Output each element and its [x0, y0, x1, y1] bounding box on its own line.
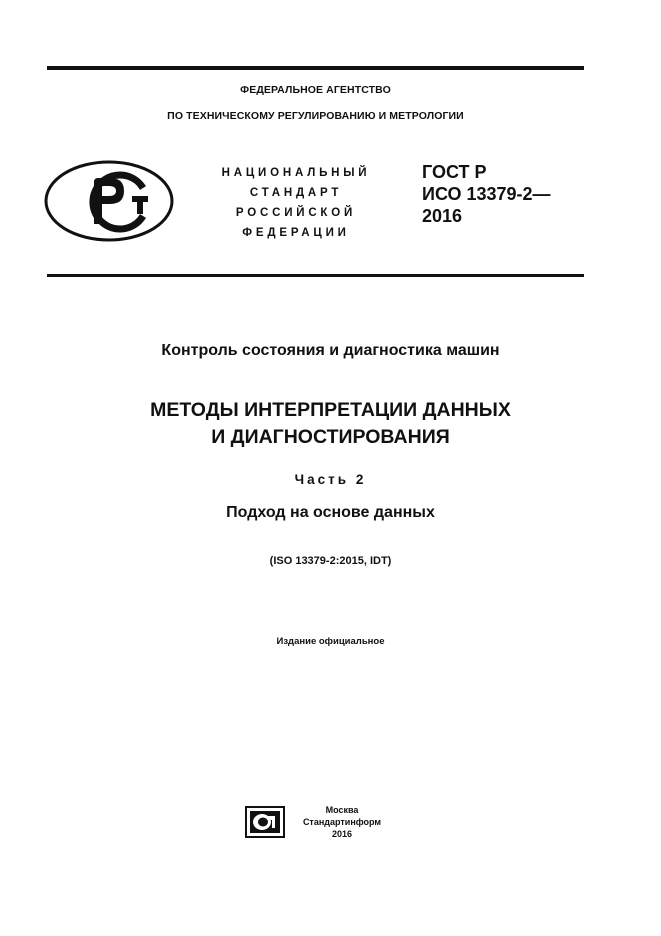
title-line-2: И ДИАГНОСТИРОВАНИЯ: [211, 426, 450, 448]
standard-designation: [422, 161, 551, 227]
designation-line-1: ГОСТ Р: [422, 162, 487, 182]
national-standard-line-4: ФЕДЕРАЦИИ: [242, 227, 350, 239]
publisher-name: Стандартинформ: [302, 817, 382, 827]
agency-line-1: ФЕДЕРАЛЬНОЕ АГЕНТСТВО: [240, 84, 391, 96]
logo-text: РСТ: [44, 160, 46, 161]
designation-line-3: 2016: [422, 206, 463, 226]
national-standard-line-3: РОССИЙСКОЙ: [235, 207, 357, 219]
part-number: Часть 2: [294, 472, 367, 487]
gost-r-logo-icon: [44, 160, 174, 242]
edition-label: Издание официальное: [276, 636, 385, 647]
iso-reference: (ISO 13379-2:2015, IDT): [269, 555, 392, 567]
document-subject: Контроль состояния и диагностика машин: [161, 342, 500, 359]
national-standard-line-2: СТАНДАРТ: [249, 187, 343, 199]
publisher-block: [300, 804, 384, 840]
publisher-city: Москва: [325, 805, 359, 815]
designation-line-2: ИСО 13379-2—: [422, 184, 551, 204]
national-standard-block: [198, 163, 394, 243]
document-title: [0, 397, 661, 451]
title-line-1: МЕТОДЫ ИНТЕРПРЕТАЦИИ ДАННЫХ: [150, 399, 511, 421]
national-standard-line-1: НАЦИОНАЛЬНЫЙ: [221, 167, 371, 179]
top-rule: [47, 66, 584, 70]
agency-line-2: ПО ТЕХНИЧЕСКОМУ РЕГУЛИРОВАНИЮ И МЕТРОЛОГИИ: [167, 110, 464, 122]
part-subtitle: Подход на основе данных: [226, 504, 435, 521]
publisher-year: 2016: [331, 829, 353, 839]
standartinform-logo-icon: [245, 806, 285, 838]
middle-rule: [47, 274, 584, 277]
